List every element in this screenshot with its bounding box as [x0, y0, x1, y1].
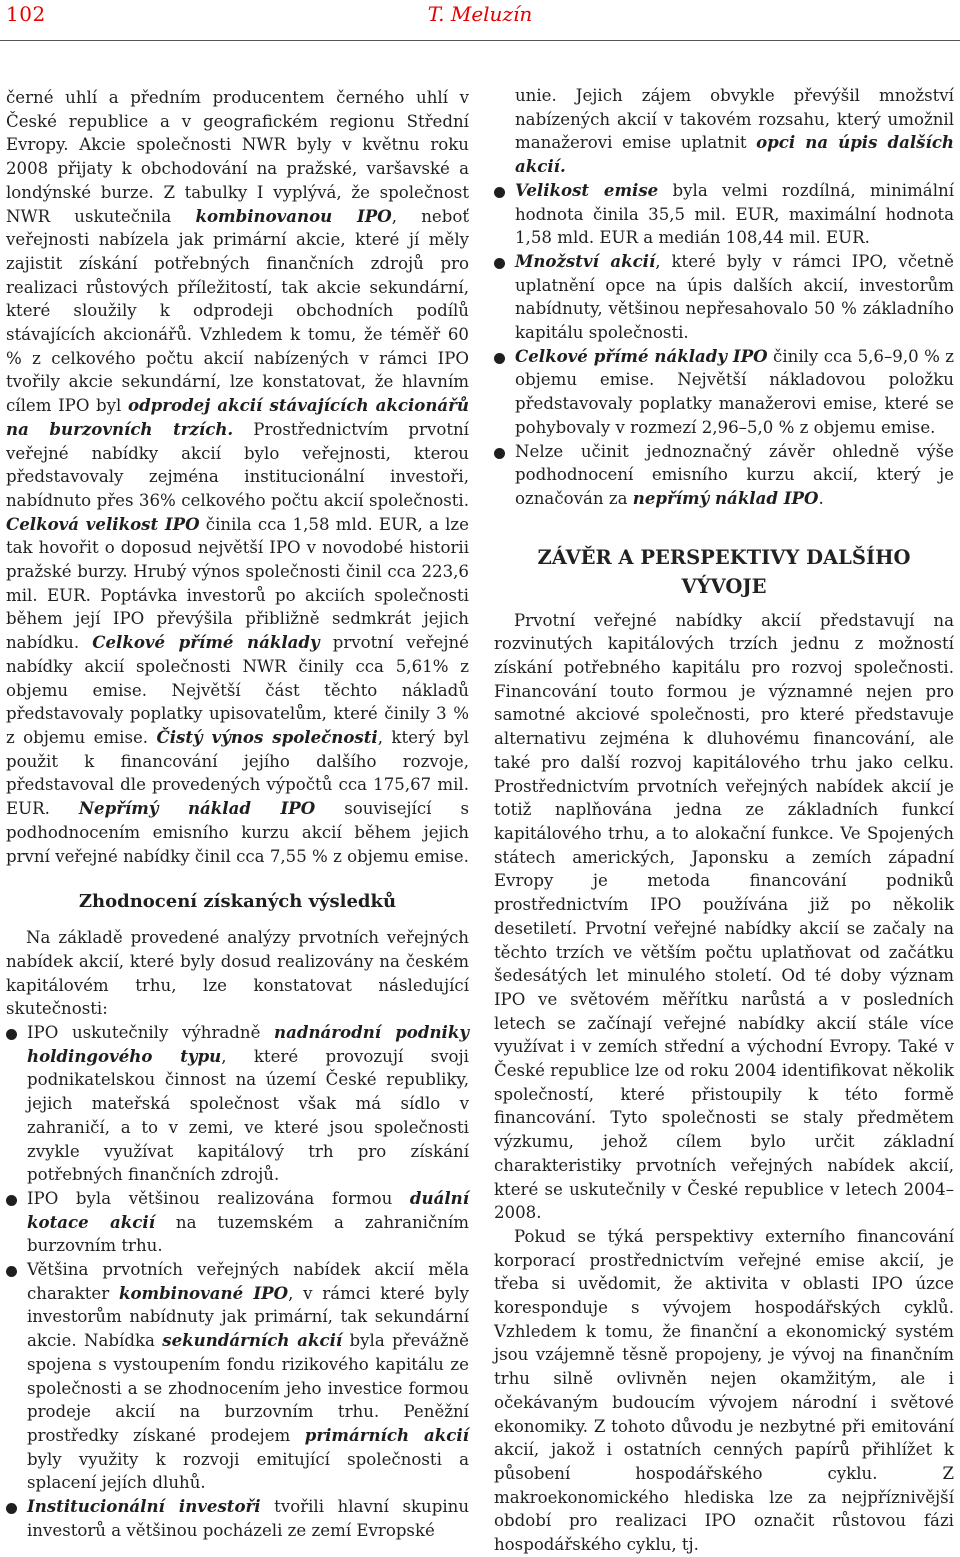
list-item — [494, 179, 954, 250]
running-head-author: T. Meluzín — [427, 2, 533, 26]
right-column — [494, 84, 954, 1557]
text-run: na tuzemském a zahraničním burzovním trhu. — [27, 1212, 469, 1256]
bullet-dot-icon — [6, 1503, 17, 1514]
bullet-dot-icon — [494, 187, 505, 198]
emphasis-term: kombinovanou IPO — [195, 205, 392, 226]
text-run: související s podhodnocením emisního kurzu akcií během jejich první veřejné nabídky činil cca 7,55 % z objemu emise. — [6, 799, 470, 866]
text-run: , neboť veřejnosti nabízela jak primární akcie, které jí měly zajistit získání potřebných finančních zdrojů pro realizaci růstových příležitostí, tak akcie sekundární, které sloužily k odprodeji obchodních podílů stávajících akcionářů. Vzhledem k tomu, že téměř 60 % z celkového počtu akcií nabízených v rámci IPO tvořily akcie sekundární, lze konstatovat, že hlavním cílem IPO byl — [6, 206, 469, 416]
text-run: , který byl použit k financování jejího dalšího rozvoje, představoval dle provedených výpočtů cca 175,67 mil. EUR. — [6, 727, 469, 819]
text-run: byla velmi rozdílná, minimální hodnota činila 35,5 mil. EUR, maximální hodnota 1,58 mld. EUR a medián 108,44 mil. EUR. — [515, 180, 954, 248]
bullet-dot-icon — [494, 353, 505, 364]
paragraph-conclusion-1: Prvotní veřejné nabídky akcií představují na rozvinutých kapitálových trzích jednu z možností získání potřebného kapitálu pro rozvoj společnosti. Financování touto formou je významné nejen pro samotné akciové společnosti, pro které představuje alternativu zejména k dluhovému financování, ale také pro další rozvoj kapitálového trhu jako celku. Prostřednictvím prvotních veřejných nabídek akcií je totiž naplňována jedna ze základních funkcí kapitálového trhu, a to alokační funkce. Ve Spojených státech amerických, Japonsku a zemích západní Evropy je metoda financování podniků prostřednictvím IPO používána již po několik desetiletí. Prvotní veřejné nabídky akcií se začaly na těchto trzích ve větším počtu uplatňovat od začátku šedesátých let minulého století. Od té doby význam IPO ve světovém měřítku narůstá a v posledních letech se začínají veřejné nabídky akcií stále více využívat i v zemích střední a východní Evropy. Také v České republice lze od roku 2004 identifikovat několik společností, které přistoupily k této formě financování. Tyto společnosti se staly předmětem výzkumu, jehož cílem bylo určit základní charakteristiky prvotních veřejných nabídek akcií, které se uskutečnily v České republice v letech 2004–2008. — [494, 610, 954, 1223]
text-run: , které byly v rámci IPO, včetně uplatnění opce na úpis dalších akcií, investorům nabídnuty, většinou nepřesahovalo 50 % základního kapitálu společnosti. — [515, 251, 954, 343]
section-heading-conclusion: ZÁVĚR A PERSPEKTIVY DALŠÍHO VÝVOJE — [537, 545, 911, 598]
bullet-dot-icon — [494, 448, 505, 459]
section-heading-results: Zhodnocení získaných výsledků — [78, 891, 397, 913]
bullet-dot-icon — [6, 1029, 17, 1040]
text-run: , které provozují svoji podnikatelskou činnost na území České republiky, jejich mateřská společnost však má sídlo v zahraničí, a to v zemi, ve které jsou společnosti zvykle využívat kapitálový trh pro získání potřebných finančních zdrojů. — [27, 1046, 469, 1185]
text-run: unie. Jejich zájem obvykle převýšil množství nabízených akcií v takovém rozsahu, který umožnil manažerovi emise uplatnit — [515, 86, 954, 153]
list-item — [494, 345, 954, 440]
text-run: Většina prvotních veřejných nabídek akcií měla charakter — [27, 1260, 469, 1303]
emphasis-term: Velikost emise — [515, 179, 659, 200]
list-item — [6, 1021, 469, 1187]
emphasis-term: nadnárodní podniky holdingového typu — [27, 1022, 469, 1066]
emphasis-term: Nepřímý náklad IPO — [78, 798, 316, 819]
emphasis-term: opci na úpis dalších akcií. — [515, 132, 954, 177]
page-header — [0, 0, 960, 41]
findings-list — [6, 1021, 469, 1542]
page-number: 102 — [6, 2, 46, 26]
emphasis-term: nepřímý náklad IPO — [632, 487, 819, 508]
list-item — [6, 1258, 469, 1495]
paragraph-nwr — [6, 86, 469, 868]
emphasis-term: Čistý výnos společnosti — [156, 726, 378, 747]
text-run: Prostřednictvím prvotní veřejné nabídky akcií bylo veřejnosti, kterou představovaly zejména institucionální investoři, nabídnuto přes 36% celkového počtu akcií společnosti. — [6, 419, 469, 510]
list-item — [494, 440, 954, 511]
findings-list-continued — [494, 179, 954, 511]
text-run: činila cca 1,58 mld. EUR, a lze tak hovořit o doposud největší IPO v novodobé historii pražské burzy. Hrubý výnos společnosti činil cca 223,6 mil. EUR. Poptávka investorů po akciích společnosti během její IPO převýšila přibližně sedmkrát jejich nabídku. — [6, 514, 469, 653]
list-item-continuation — [494, 84, 954, 179]
list-item — [6, 1495, 469, 1542]
left-column — [6, 86, 469, 1542]
bullet-dot-icon — [6, 1266, 17, 1277]
text-run: IPO byla většinou realizována formou — [27, 1188, 410, 1208]
emphasis-term: odprodej akcií stávajících akcionářů na burzovních trzích. — [6, 395, 469, 439]
text-run: tvořili hlavní skupinu investorů a většinou pocházeli ze zemí Evropské — [27, 1497, 470, 1540]
bullet-dot-icon — [6, 1195, 17, 1206]
emphasis-term: Celkové přímé náklady — [92, 632, 320, 653]
list-item — [6, 1187, 469, 1258]
text-run: , v rámci které byly investorům nabídnuty jak primární, tak sekundární akcie. Nabídka — [27, 1283, 469, 1351]
paragraph-analysis-intro: Na základě provedené analýzy prvotních veřejných nabídek akcií, které byly dosud realizovány na českém kapitálovém trhu, lze konstatovat následující skutečnosti: — [6, 928, 469, 1019]
text-run: . — [818, 488, 824, 508]
emphasis-term: Množství akcií — [515, 250, 656, 271]
text-run: činily cca 5,6–9,0 % z objemu emise. Největší nákladovou položku představovaly poplatky manažerovi emise, které se pohybovaly v rozmezí 2,96–5,0 % z objemu emise. — [515, 346, 954, 437]
emphasis-term: sekundárních akcií — [162, 1330, 343, 1351]
text-run: prvotní veřejné nabídky akcií společnosti NWR činily cca 5,61% z objemu emise. Největší část těchto nákladů představovaly poplatky upisovatelům, které činily 3 % z objemu emise. — [6, 633, 469, 747]
emphasis-term: kombinované IPO — [118, 1282, 289, 1303]
emphasis-term: Celkové přímé náklady IPO — [515, 345, 768, 366]
emphasis-term: duální kotace akcií — [27, 1187, 469, 1232]
text-run: byla převážně spojena s vystoupením fondu rizikového kapitálu ze společnosti a se zhodnocením jeho investice formou prodeje akcií na burzovním trhu. Peněžní prostředky získané prodejem — [27, 1331, 469, 1445]
text-run: byly využity k rozvoji emitující společnosti a splacení jejích dluhů. — [27, 1449, 469, 1493]
emphasis-term: Celková velikost IPO — [6, 513, 200, 534]
text-run: černé uhlí a předním producentem černého uhlí v České republice a v geografickém regionu Střední Evropy. Akcie společnosti NWR byly v květnu roku 2008 přijaty k obchodování na pražské, varšavské a londýnské burze. Z tabulky I vyplývá, že společnost NWR uskutečnila — [6, 88, 469, 226]
bullet-dot-icon — [494, 258, 505, 269]
list-item — [494, 250, 954, 345]
paragraph-conclusion-2: Pokud se týká perspektivy externího financování korporací prostřednictvím veřejné emise akcií, je třeba si uvědomit, že aktivita v oblasti IPO úzce koresponduje s vývojem hospodářských cyklů. Vzhledem k tomu, že finanční a ekonomický systém jsou vzájemně těsně propojeny, je vývoj na finančním trhu silně ovlivněn nejen okamžitým, ale i očekávaným budoucím vývojem národní i světové ekonomiky. Z tohoto důvodu je nezbytné při emitování akcií, jakož i ostatních cenných papírů přihlížet k působení hospodářského cyklu. Z makroekonomického hlediska lze za nejpříznivější období pro realizaci IPO označit růstovou fázi hospodářského cyklu, tj. — [494, 1226, 954, 1555]
text-run: IPO uskutečnily výhradně — [27, 1023, 275, 1043]
emphasis-term: Institucionální investoři — [27, 1496, 261, 1517]
emphasis-term: primárních akcií — [304, 1424, 469, 1445]
text-run: Nelze učinit jednoznačný závěr ohledně výše podhodnocení emisního kurzu akcií, který je označován za — [515, 441, 954, 508]
